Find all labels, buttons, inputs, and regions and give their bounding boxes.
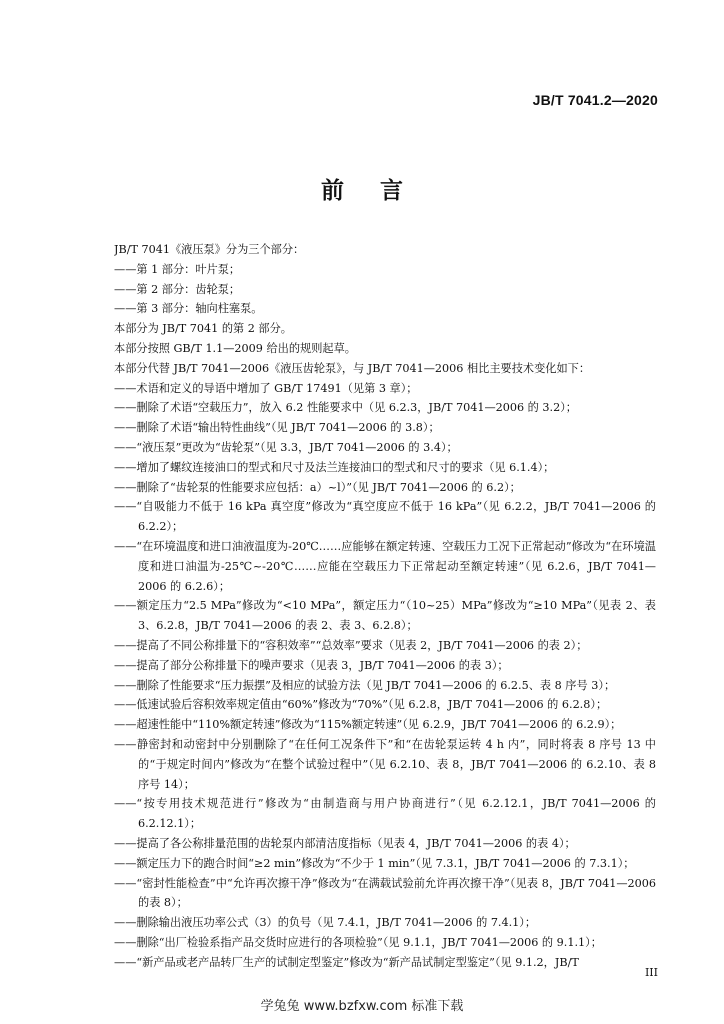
page-title: 前言 bbox=[321, 178, 439, 204]
foreword-body bbox=[114, 240, 656, 972]
change-item: ——提高了部分公称排量下的噪声要求（见表 3，JB/T 7041—2006 的表 3）； bbox=[114, 658, 509, 672]
change-item: ——“在环境温度和进口油液温度为-20℃……应能够在额定转速、空载压力工况下正常起动”修改为“在环境温度和进口油温为-25℃~-20℃……应能在空载压力下正常起动至额定转速”（见 6.2.6，JB/T 7041—2006 的 6.2.6）； bbox=[114, 539, 656, 593]
change-item: ——删除了术语“输出特性曲线”（见 JB/T 7041—2006 的 3.8）； bbox=[114, 421, 440, 435]
change-item: ——删除了性能要求“压力振摆”及相应的试验方法（见 JB/T 7041—2006 的 6.2.5、表 8 序号 3）； bbox=[114, 678, 616, 692]
document-code: JB/T 7041.2—2020 bbox=[532, 92, 658, 108]
watermark-footer: 学兔兔 www.bzfxw.com 标准下载 bbox=[260, 999, 464, 1014]
part-list-item: ——第 2 部分：齿轮泵； bbox=[114, 282, 241, 296]
change-item: ——超速性能中“110%额定转速”修改为“115%额定转速”（见 6.2.9，JB/T 7041—2006 的 6.2.9）； bbox=[114, 718, 622, 732]
change-item: ——额定压力下的跑合时间“≥2 min”修改为“不少于 1 min”（见 7.3.1，JB/T 7041—2006 的 7.3.1）； bbox=[114, 856, 635, 870]
change-item: ——静密封和动密封中分别删除了“在任何工况条件下”和“在齿轮泵运转 4 h 内”，同时将表 8 序号 13 中的“于规定时间内”修改为“在整个试验过程中”（见 6.2.10、表 8，JB/T 7041—2006 的 6.2.10、表 8 序号 14）； bbox=[114, 737, 656, 791]
change-item: ——删除输出液压功率公式（3）的负号（见 7.4.1，JB/T 7041—2006 的 7.4.1）； bbox=[114, 916, 537, 930]
change-item: ——增加了螺纹连接油口的型式和尺寸及法兰连接油口的型式和尺寸的要求（见 6.1.4）； bbox=[114, 460, 555, 474]
change-item: ——低速试验后容积效率规定值由“60%”修改为“70%”（见 6.2.8，JB/T 7041—2006 的 6.2.8）； bbox=[114, 698, 608, 712]
change-item: ——删除“出厂检验系指产品交货时应进行的各项检验”（见 9.1.1，JB/T 7041—2006 的 9.1.1）； bbox=[114, 935, 602, 949]
change-item: ——额定压力“2.5 MPa”修改为“<10 MPa”，额定压力“（10~25）MPa”修改为“≥10 MPa”（见表 2、表 3、6.2.8，JB/T 7041—2006 的表 2、表 3、6.2.8）； bbox=[114, 599, 656, 633]
intro-paragraph: 本部分按照 GB/T 1.1—2009 给出的规则起草。 bbox=[114, 341, 356, 355]
intro-paragraph: JB/T 7041《液压泵》分为三个部分： bbox=[114, 243, 305, 256]
page-number: III bbox=[644, 966, 658, 979]
intro-paragraph: 本部分代替 JB/T 7041—2006《液压齿轮泵》，与 JB/T 7041—2006 相比主要技术变化如下： bbox=[114, 361, 591, 375]
change-item: ——删除了术语“空载压力”，放入 6.2 性能要求中（见 6.2.3，JB/T 7041—2006 的 3.2）； bbox=[114, 401, 577, 415]
change-item: ——删除了“齿轮泵的性能要求应包括：a）~l）”（见 JB/T 7041—2006 的 6.2）； bbox=[114, 480, 521, 494]
change-item: ——“密封性能检查”中“允许再次擦干净”修改为“在满载试验前允许再次擦干净”（见表 8，JB/T 7041—2006 的表 8）； bbox=[114, 876, 656, 910]
change-item: ——“新产品或老产品转厂生产的试制定型鉴定”修改为“新产品试制定型鉴定”（见 9.1.2，JB/T bbox=[114, 955, 579, 969]
change-item: ——提高了各公称排量范围的齿轮泵内部清洁度指标（见表 4，JB/T 7041—2006 的表 4）； bbox=[114, 836, 576, 850]
change-item: ——“液压泵”更改为“齿轮泵”（见 3.3，JB/T 7041—2006 的 3.4）； bbox=[114, 440, 458, 454]
part-list-item: ——第 1 部分：叶片泵； bbox=[114, 262, 241, 276]
change-item: ——提高了不同公称排量下的“容积效率”“总效率”要求（见表 2，JB/T 7041—2006 的表 2）； bbox=[114, 638, 588, 652]
part-list-item: ——第 3 部分：轴向柱塞泵。 bbox=[114, 302, 263, 316]
change-item: ——“自吸能力不低于 16 kPa 真空度”修改为“真空度应不低于 16 kPa”（见 6.2.2，JB/T 7041—2006 的 6.2.2）； bbox=[114, 500, 656, 534]
change-item: ——术语和定义的导语中增加了 GB/T 17491（见第 3 章）； bbox=[114, 381, 418, 395]
intro-paragraph: 本部分为 JB/T 7041 的第 2 部分。 bbox=[114, 322, 292, 336]
change-item: ——“按专用技术规范进行”修改为“由制造商与用户协商进行”（见 6.2.12.1，JB/T 7041—2006 的 6.2.12.1）； bbox=[114, 797, 656, 831]
